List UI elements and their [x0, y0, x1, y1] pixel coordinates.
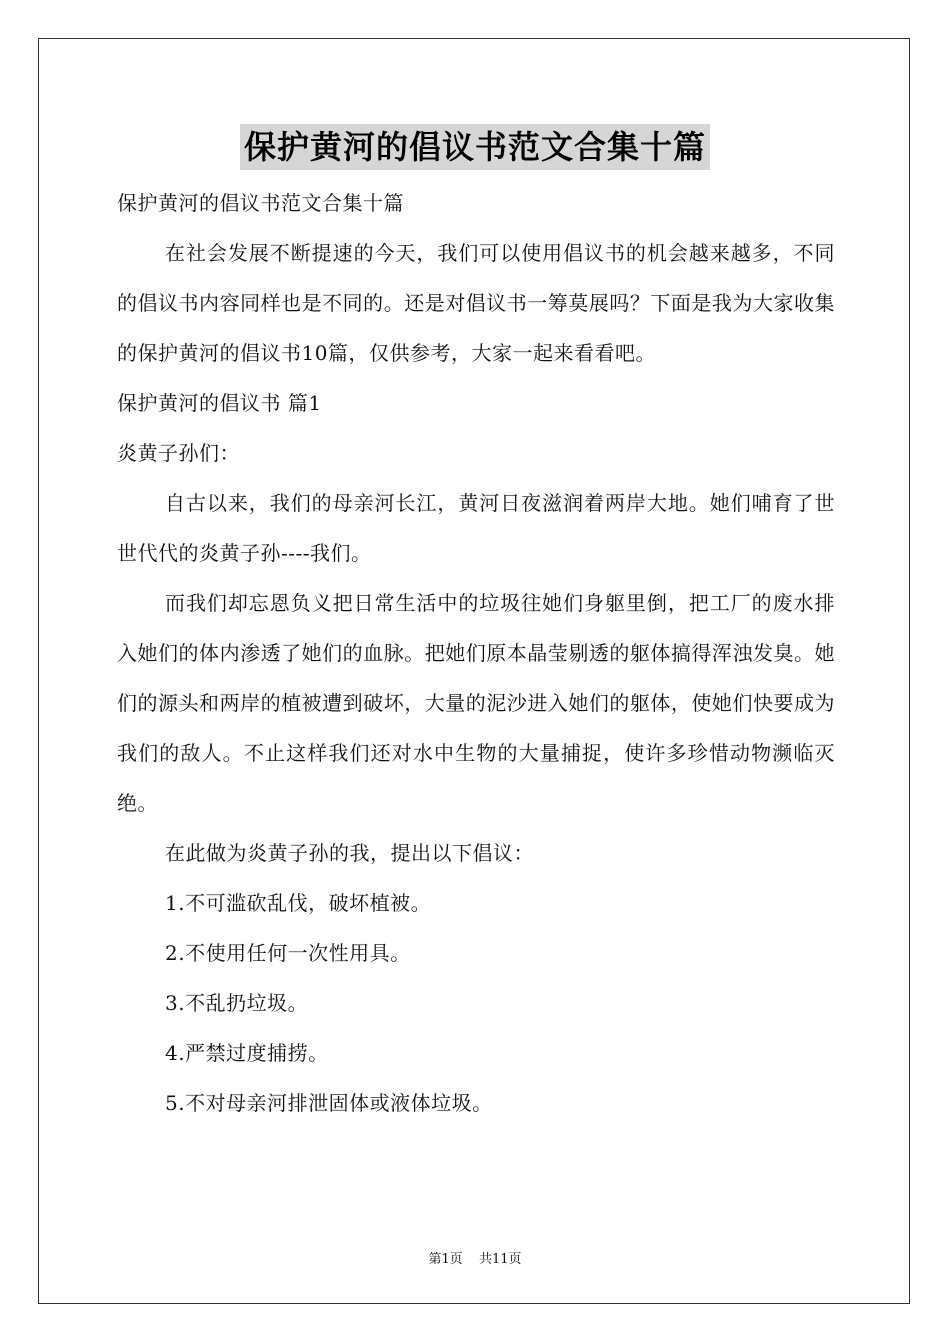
total-pages: 共11页 — [478, 1252, 522, 1267]
body-paragraph: 在此做为炎黄子孙的我，提出以下倡议： — [165, 841, 534, 865]
body-paragraph: 而我们却忘恩负义把日常生活中的垃圾往她们身躯里倒，把工厂的废水排入她们的体内渗透了她们的血脉。把她们原本晶莹剔透的躯体搞得浑浊发臭。她们的源头和两岸的植被遭到破坏，大量的泥沙进入她们的躯体，使她们快要成为我们的敌人。不止这样我们还对水中生物的大量捕捉，使许多珍惜动物濒临灭绝。 — [117, 591, 835, 815]
list-item: 5.不对母亲河排泄固体或液体垃圾。 — [165, 1091, 493, 1115]
section-heading: 保护黄河的倡议书 篇1 — [117, 391, 322, 415]
list-item: 2.不使用任何一次性用具。 — [165, 941, 411, 965]
list-item: 4.严禁过度捕捞。 — [165, 1041, 329, 1065]
body-paragraph: 自古以来，我们的母亲河长江，黄河日夜滋润着两岸大地。她们哺育了世世代代的炎黄子孙----我们。 — [117, 491, 835, 565]
document-title: 保护黄河的倡议书范文合集十篇 — [240, 124, 710, 170]
page-number: 第1页 — [428, 1252, 463, 1267]
list-item: 3.不乱扔垃圾。 — [165, 991, 309, 1015]
title-container — [0, 124, 950, 170]
document-body — [117, 178, 835, 1128]
page-footer — [0, 1248, 950, 1267]
intro-paragraph: 在社会发展不断提速的今天，我们可以使用倡议书的机会越来越多，不同的倡议书内容同样也是不同的。还是对倡议书一筹莫展吗？下面是我为大家收集的保护黄河的倡议书10篇，仅供参考，大家一起来看看吧。 — [117, 241, 835, 365]
list-item: 1.不可滥砍乱伐，破坏植被。 — [165, 891, 432, 915]
salutation: 炎黄子孙们： — [117, 441, 240, 465]
document-subtitle: 保护黄河的倡议书范文合集十篇 — [117, 191, 404, 215]
